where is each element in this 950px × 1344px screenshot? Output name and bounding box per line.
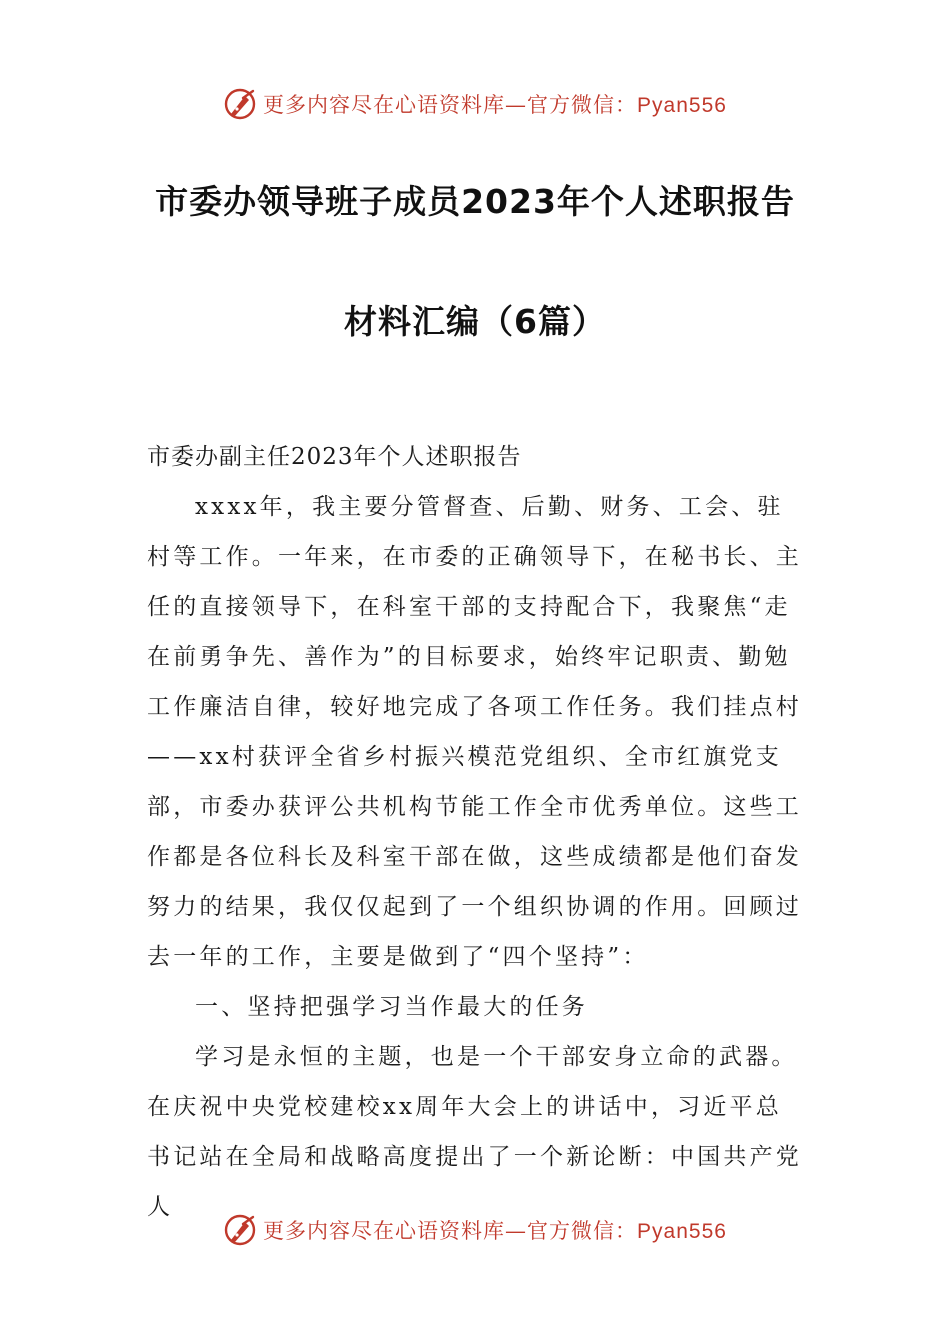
document-body <box>147 432 807 1232</box>
header-watermark <box>0 82 950 126</box>
pen-nib-circle-icon <box>223 87 257 121</box>
watermark-text: 更多内容尽在心语资料库—官方微信：Pyan556 <box>263 93 727 117</box>
wechat-id: Pyan556 <box>637 1220 727 1243</box>
body-paragraph-1: xxxx年，我主要分管督查、后勤、财务、工会、驻村等工作。一年来，在市委的正确领导下，在秘书长、主任的直接领导下，在科室干部的支持配合下，我聚焦“走在前勇争先、善作为”的目标要求，始终牢记职责、勤勉工作廉洁自律，较好地完成了各项工作任务。我们挂点村——xx村获评全省乡村振兴模范党组织、全市红旗党支部，市委办获评公共机构节能工作全市优秀单位。这些工作都是各位科长及科室干部在做，这些成绩都是他们奋发努力的结果，我仅仅起到了一个组织协调的作用。回顾过去一年的工作，主要是做到了“四个坚持”： <box>147 494 802 970</box>
document-title-line-1: 市委办领导班子成员2023年个人述职报告 <box>155 182 795 221</box>
footer-watermark <box>0 1208 950 1252</box>
watermark-text: 更多内容尽在心语资料库—官方微信：Pyan556 <box>263 1219 727 1243</box>
body-paragraph-2: 学习是永恒的主题，也是一个干部安身立命的武器。在庆祝中央党校建校xx周年大会上的讲话中，习近平总书记站在全局和战略高度提出了一个新论断：中国共产党人 <box>147 1044 802 1220</box>
section-heading-1: 一、坚持把强学习当作最大的任务 <box>195 994 588 1020</box>
section-subtitle: 市委办副主任2023年个人述职报告 <box>147 444 522 470</box>
wechat-id: Pyan556 <box>637 94 727 117</box>
document-title-line-2: 材料汇编（6篇） <box>344 302 606 341</box>
pen-nib-circle-icon <box>223 1213 257 1247</box>
